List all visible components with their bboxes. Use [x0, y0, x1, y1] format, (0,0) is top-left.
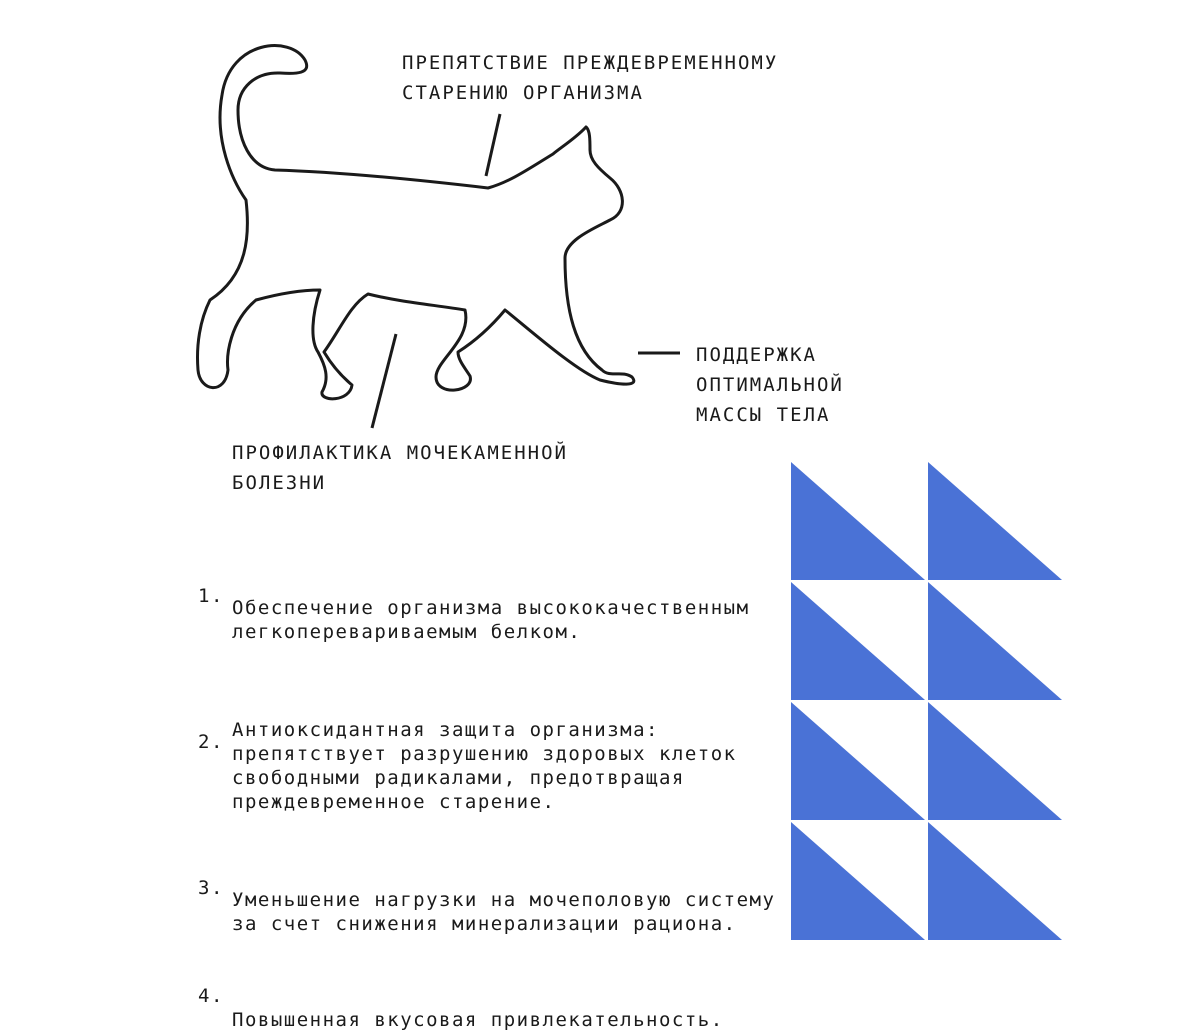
- benefits-list: [190, 548, 870, 1032]
- triangle-6: [928, 702, 1062, 820]
- benefit-number: 3.: [198, 877, 224, 899]
- pointer-line-top: [486, 114, 500, 176]
- benefit-item-2: [190, 670, 870, 814]
- triangle-2: [928, 462, 1062, 580]
- benefit-item-3: [190, 840, 870, 936]
- benefit-number: 4.: [198, 985, 224, 1007]
- benefit-text: Антиоксидантная защита организма: препятствует разрушению здоровых клеток свободными радикалами, предотвращая преждевременное старение.: [232, 719, 737, 813]
- benefit-item-4: [190, 960, 870, 1032]
- benefit-number: 2.: [198, 731, 224, 753]
- benefit-item-1: [190, 548, 870, 644]
- callout-weight-support: ПОДДЕРЖКА ОПТИМАЛЬНОЙ МАССЫ ТЕЛА: [696, 344, 844, 426]
- callout-aging-prevention: ПРЕПЯТСТВИЕ ПРЕЖДЕВРЕМЕННОМУ СТАРЕНИЮ ОРГАНИЗМА: [402, 52, 779, 104]
- triangle-8: [928, 822, 1062, 940]
- callout-urolithiasis-prevention: ПРОФИЛАКТИКА МОЧЕКАМЕННОЙ БОЛЕЗНИ: [232, 442, 568, 494]
- pointer-line-bottom: [372, 334, 396, 428]
- benefit-text: Повышенная вкусовая привлекательность.: [232, 1009, 724, 1031]
- benefit-text: Обеспечение организма высококачественным легкоперевариваемым белком.: [232, 597, 750, 643]
- benefit-number: 1.: [198, 585, 224, 607]
- benefit-text: Уменьшение нагрузки на мочеполовую систему за счет снижения минерализации рациона.: [232, 889, 776, 935]
- triangle-4: [928, 582, 1062, 700]
